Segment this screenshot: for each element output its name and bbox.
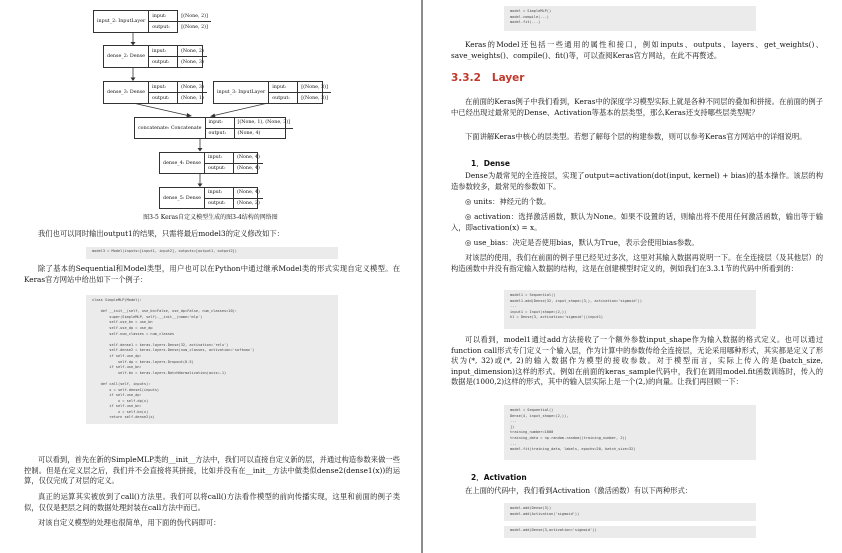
code-line: self.bn = keras.layers.BatchNormalization(axis=-1) — [92, 370, 227, 375]
code-line: self.use_bn = use_bn — [92, 320, 153, 325]
node-input-value: [(None, 1), (None, 3)] — [237, 120, 291, 126]
code-line: if self.use_dp: — [92, 393, 142, 398]
node-output-label: output: — [269, 93, 298, 103]
node-input-2 — [93, 10, 208, 33]
paragraph: 除了基本的Sequential和Model类型，用户也可以在Python中通过继承Model类的形式实现自定义模型。在Keras官方网站中给出如下一个例子： — [24, 264, 400, 284]
node-input-3 — [213, 81, 328, 104]
subsection-heading: 1．Dense — [471, 159, 510, 168]
node-output-value: (None, 4) — [237, 130, 261, 136]
paragraph: 对该自定义模型的处理也很简单，用下面的伪代码即可： — [38, 518, 221, 527]
bullet-item: ◎ activation：选择激活函数，默认为None。如果不设置的话，则输出将不使用任何激活函数，输出等于输入，即activation(x) = x。 — [451, 212, 823, 232]
code-line: model.add(Dense(3)) — [510, 506, 552, 510]
code-line: x = self.bn(x) — [92, 409, 149, 414]
node-input-value: (None, 4) — [236, 190, 260, 196]
node-output-value: (None, 4) — [236, 165, 260, 171]
code-line: ]) — [510, 424, 515, 429]
node-input-value: [(None, 3)] — [301, 84, 328, 90]
paragraph: 在上面的代码中，我们看到Activation（激活函数）有以下两种形式： — [465, 486, 693, 495]
paragraph: 在前面的Keras例子中我们看到，Keras中的深度学习模型实际上就是各种不同层的叠加和拼接。在前面的例子中已经出现过最常见的Dense、Activation等基本的层类型，那么Keras还支持哪些层类型呢？ — [451, 97, 823, 117]
node-output-label: output: — [149, 22, 178, 32]
node-input-value: (None, 2) — [180, 48, 204, 54]
node-input-label: input: — [269, 82, 298, 92]
code-line: return self.dense2(x) — [92, 415, 155, 420]
node-output-value: (None, 3) — [180, 59, 204, 65]
code-line: class SimpleMLP(Model): — [92, 298, 142, 302]
node-output-value: (None, 2) — [236, 200, 260, 206]
right-page — [423, 0, 842, 553]
code-line: def call(self, inputs): — [92, 381, 151, 386]
code-line: ... — [510, 419, 517, 424]
code-line: model = SimpleMLP() — [510, 9, 552, 13]
node-dense-2 — [103, 45, 203, 68]
code-line: self.use_dp = use_dp — [92, 325, 153, 330]
node-output-label: output: — [205, 164, 234, 174]
code-line: x = self.dense1(inputs) — [92, 387, 160, 392]
code-line: x = self.dp(x) — [92, 398, 149, 403]
code-line: model.fit(training_data, labels, epochs=20, batch_size=32) — [510, 447, 636, 452]
code-line: super(SimpleMLP, self).__init__(name='mlp') — [92, 314, 203, 319]
node-name: input_2: InputLayer — [94, 11, 149, 32]
node-output-value: [(None, 3)] — [301, 95, 328, 101]
node-name: concatenate: Concatenate — [135, 118, 206, 138]
node-dense-3 — [103, 81, 203, 104]
code-line: self.num_classes = num_classes — [92, 331, 175, 336]
node-name: dense_5: Dense — [160, 188, 205, 208]
node-input-label: input: — [205, 153, 234, 163]
code-line: h1 = Dense(3, activation='sigmoid')(input1) — [510, 315, 604, 320]
code-line: model1.add(Dense(32, input_shape=(3,), activation='sigmoid')) — [510, 298, 642, 303]
code-line: self.dense1 = keras.layers.Dense(32, activation='relu') — [92, 342, 229, 347]
code-block — [504, 526, 756, 538]
node-input-label: input: — [205, 188, 234, 198]
node-input-value: [(None, 2)] — [181, 13, 208, 19]
section-title: Layer — [491, 72, 525, 84]
node-output-label: output: — [149, 57, 178, 67]
node-output-label: output: — [206, 129, 235, 139]
code-line: if self.use_dp: — [92, 353, 142, 358]
section-heading — [451, 72, 524, 84]
node-concatenate — [134, 117, 291, 139]
code-line: model.compile(...) — [510, 14, 549, 19]
node-name: dense_2: Dense — [104, 46, 149, 67]
code-line: model.fit(...) — [510, 20, 541, 25]
paragraph: 我们也可以同时输出output1的结果，只需将最后model3的定义修改如下： — [38, 229, 284, 238]
paragraph: 下面讲解Keras中核心的层类型。若想了解每个层的构建参数，则可以参考Keras官方网站中的详细说明。 — [465, 132, 807, 141]
section-number: 3.3.2 — [451, 72, 481, 84]
code-block — [504, 405, 756, 460]
node-dense-4 — [159, 152, 258, 174]
node-name: dense_4: Dense — [160, 153, 205, 173]
paragraph: 对该层的使用，我们在前面的例子里已经见过多次，这里对其输入数据再说明一下。在全连接层（及其他层）的构造函数中并没有指定输入数据的结构，这是在创建模型时定义的，例如我们在3.3.1节的代码中所看到的： — [451, 253, 823, 273]
node-input-value: (None, 3) — [180, 84, 204, 90]
node-output-value: (None, 1) — [180, 95, 204, 101]
code-line: self.dp = keras.layers.Dropout(0.5) — [92, 359, 194, 364]
code-block — [504, 6, 756, 31]
code-line: self.dense2 = keras.layers.Dense(num_classes, activation='softmax') — [92, 348, 255, 353]
paragraph: Keras的Model还包括一些通用的属性和接口，例如inputs、outputs、layers、get_weights()、save_weights()、compile()、fit()等，可以查阅Keras官方网站，在此不再赘述。 — [451, 40, 823, 60]
node-input-value: (None, 4) — [236, 155, 260, 161]
code-line: model = Sequential() — [510, 408, 554, 412]
node-output-label: output: — [149, 93, 178, 103]
code-line: model.add(Dense(3,activation='sigmoid')) — [510, 528, 597, 532]
code-block — [504, 290, 756, 329]
paragraph: 真正的运算其实被放到了call()方法里。我们可以将call()方法看作模型的前向传播实现，这里和前面的例子类似，仅仅是把层之间的数据处理封装在call方法中而已。 — [24, 492, 400, 512]
code-line: input1 = Input(shape=(2,)) — [510, 309, 567, 314]
bullet-item: ◎ units：神经元的个数。 — [465, 197, 551, 206]
paragraph: Dense为最常见的全连接层，实现了output=activation(dot(input, kernel) + bias)的基本操作。该层的构造参数较多，最常见的参数如下。 — [451, 171, 823, 191]
figure-caption: 图3-5 Keras自定义模型生成的图3-4结构的网络图 — [143, 214, 278, 221]
code-block — [86, 295, 338, 424]
node-dense-5 — [159, 187, 258, 209]
node-output-value: [(None, 2)] — [181, 24, 208, 30]
node-name: dense_3: Dense — [104, 82, 149, 103]
code-block — [86, 247, 338, 259]
paragraph: 可以看到，首先在新的SimpleMLP类的__init__方法中，我们可以直接自定义新的层，并通过构造参数来做一些控制。但是在定义层之后，我们并不会直接将其拼接，比如并没有在__init__方法中做类似dense2(dense1(x))的运算，仅仅完成了对层的定义。 — [24, 455, 400, 486]
subsection-heading: 2．Activation — [471, 473, 527, 482]
code-line: model1 = Sequential() — [510, 293, 556, 297]
node-input-label: input: — [149, 46, 178, 56]
code-line: model.add(Activation('sigmoid')) — [510, 511, 580, 516]
code-line: ... — [510, 441, 517, 446]
code-line: if self.use_bn: — [92, 404, 142, 409]
code-block — [504, 503, 756, 521]
node-output-label: output: — [205, 199, 234, 209]
paragraph: 可以看到，model1通过add方法接收了一个额外参数input_shape作为输入数据的格式定义。也可以通过function call形式专门定义一个输入层，作为计算中的参数传给全连接层，无论采用哪种形式，其实都是定义了形状为(*, 32)或(*, 2)的输入数据作为模型的接收参数。对于模型而言，实际上传入的是(batch_size, input_dimension)这样的形式。例如在前面的keras_sample代码中，我们在调用model.fit函数训练时，传入的数据是(1000,2)这样的形式，其中的输入层实际上是一个(2,)的向量。让我们再回顾一下： — [451, 335, 823, 387]
code-line: training_number=1000 — [510, 430, 554, 435]
node-input-label: input: — [149, 82, 178, 92]
code-line: ... — [510, 304, 517, 309]
node-input-label: input: — [206, 118, 235, 128]
code-line: training_data = np.random.random((training_number, 2)) — [510, 435, 627, 440]
code-line: model3 = Model(inputs=[input1, input2], outputs=[output1, output2]) — [92, 249, 237, 253]
code-line: def __init__(self, use_bn=False, use_dp=False, num_classes=10): — [92, 309, 237, 314]
code-line: if self.use_bn: — [92, 365, 142, 370]
node-input-label: input: — [149, 11, 178, 21]
code-line: Dense(4, input_shape=(2,)), — [510, 413, 569, 418]
node-name: input_3: InputLayer — [214, 82, 269, 103]
bullet-item: ◎ use_bias：决定是否使用bias，默认为True，表示会使用bias参数。 — [465, 238, 699, 247]
